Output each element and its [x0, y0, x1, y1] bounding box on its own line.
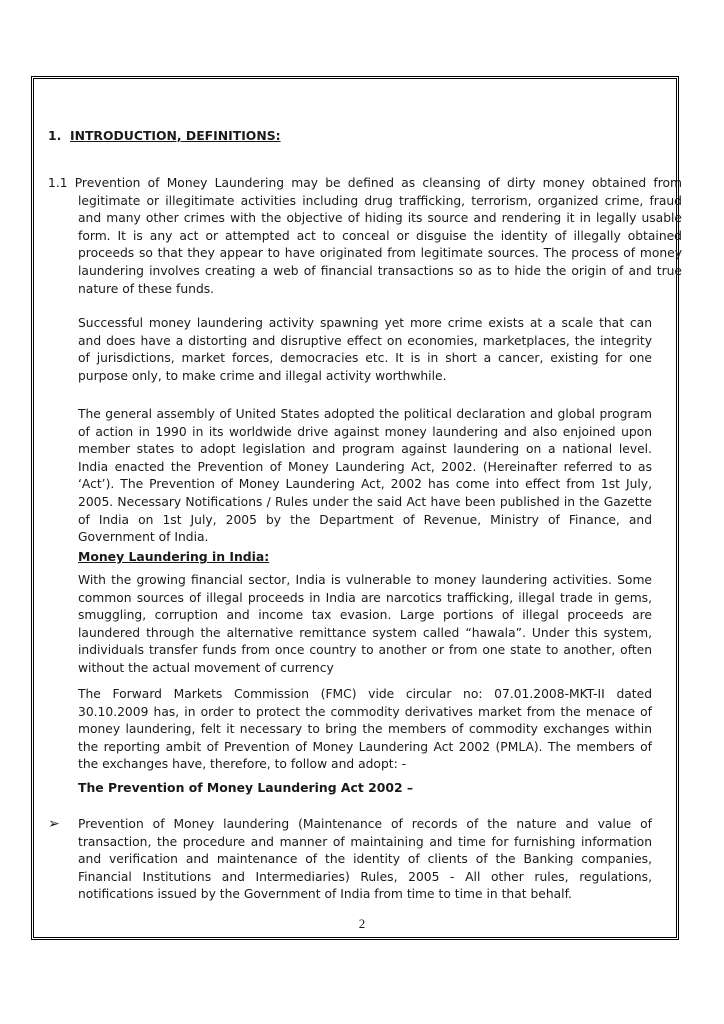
india-subheading-text: Money Laundering in India: — [78, 549, 270, 564]
paragraph-fmc: The Forward Markets Commission (FMC) vide circular no: 07.01.2008-MKT-II dated 30.10.2009 has, in order to protect the commodity derivatives market from the menace of money laundering, felt it necessary to bring the members of commodity exchanges within the reporting ambit of Prevention of Money Laundering Act 2002 (PMLA). The members of the exchanges have, therefore, to follow and adopt: - — [78, 687, 652, 772]
paragraph-successful: Successful money laundering activity spawning yet more crime exists at a scale that can and does have a distorting and disruptive effect on economies, marketplaces, the integrity of jurisdictions, market forces, democracies etc. It is in short a cancer, existing for one purpose only, to make crime and illegal activity worthwhile. — [78, 316, 652, 383]
india-subheading — [78, 549, 269, 564]
bullet-item — [48, 816, 652, 904]
section-heading — [48, 128, 652, 143]
paragraph-general-assembly: The general assembly of United States adopted the political declaration and global program of action in 1990 in its worldwide drive against money laundering and also enjoined upon member states to adopt legislation and program against laundering on a national level. India enacted the Prevention of Money Laundering Act, 2002. (Hereinafter referred to as ‘Act’). The Prevention of Money Laundering Act, 2002 has come into effect from 1st July, 2005. Necessary Notifications / Rules under the said Act have been published in the Gazette of India on 1st July, 2005 by the Department of Revenue, Ministry of Finance, and Government of India. — [78, 407, 652, 545]
paragraph-1-1: 1.1 Prevention of Money Laundering may be defined as cleansing of dirty money obtained from legitimate or illegitimate activities including drug trafficking, terrorism, organized crime, fraud and many other crimes with the objective of hiding its source and rendering it in legally usable form. It is any act or attempted act to conceal or disguise the identity of illegally obtained proceeds so that they appear to have originated from legitimate sources. The process of money laundering involves creating a web of financial transactions so as to hide the origin of and true nature of these funds. — [48, 176, 682, 296]
arrowhead-bullet-icon: ➢ — [48, 816, 60, 832]
act-subheading: The Prevention of Money Laundering Act 2002 – — [78, 780, 414, 795]
section-title: INTRODUCTION, DEFINITIONS: — [70, 128, 281, 143]
page-number: 2 — [358, 916, 366, 931]
section-number: 1. — [48, 128, 62, 143]
bullet-text: Prevention of Money laundering (Maintenance of records of the nature and value of transaction, the procedure and manner of maintaining and time for furnishing information and verification and maintenance of the identity of clients of the Banking companies, Financial Institutions and Intermediaries) Rules, 2005 - All other rules, regulations, notifications issued by the Government of India from time to time in that behalf. — [78, 817, 652, 902]
paragraph-india: With the growing financial sector, India is vulnerable to money laundering activities. Some common sources of illegal proceeds in India are narcotics trafficking, illegal trade in gems, smuggling, corruption and income tax evasion. Large portions of illegal proceeds are laundered through the alternative remittance system called “hawala”. Under this system, individuals transfer funds from once country to another or from one state to another, often without the actual movement of currency — [78, 573, 652, 675]
document-body — [48, 128, 682, 902]
